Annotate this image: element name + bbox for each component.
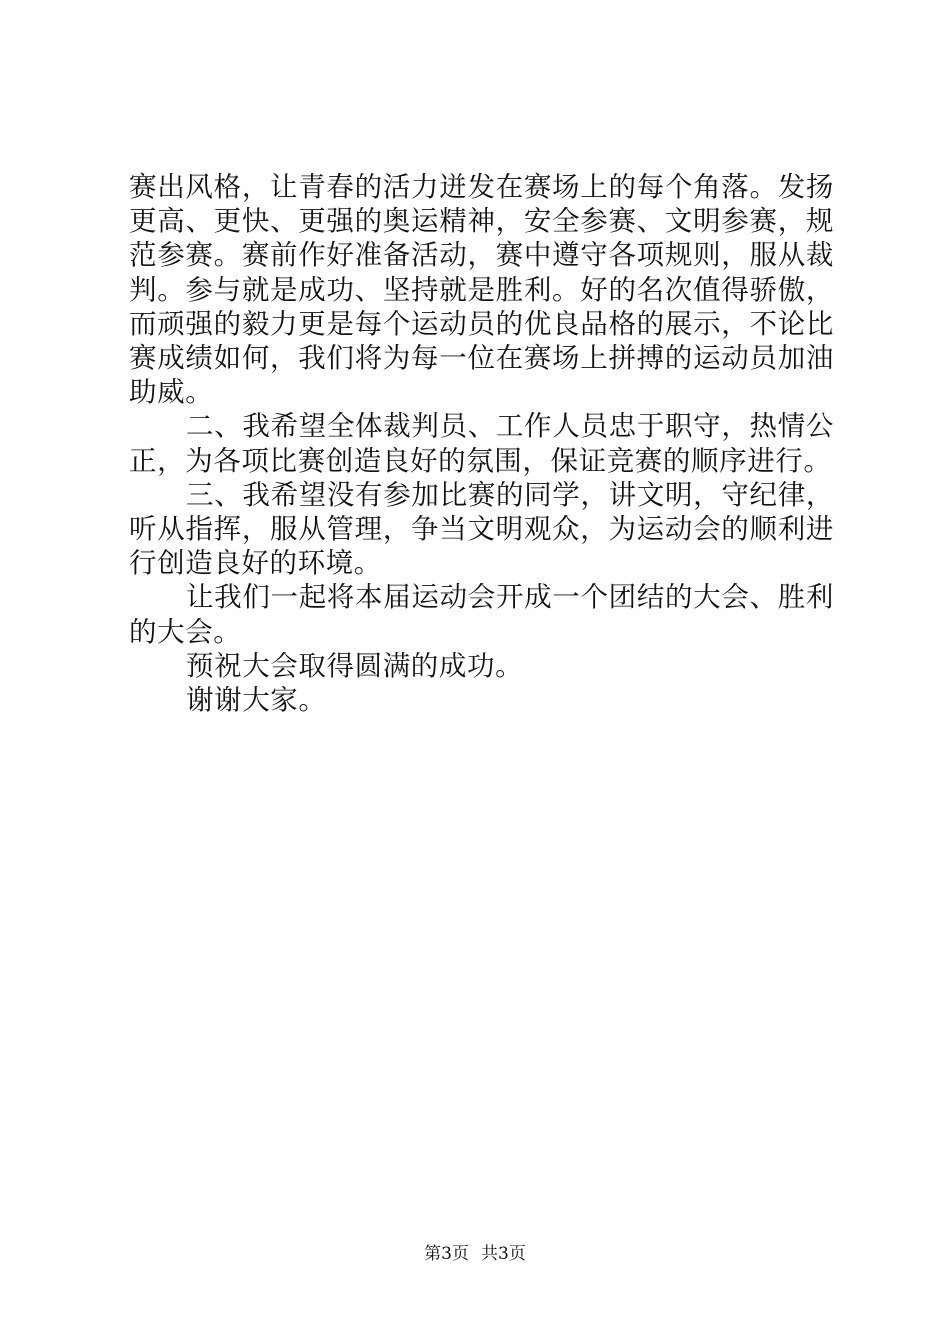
page-footer [0,1243,950,1265]
paragraph-point-two: 二、我希望全体裁判员、工作人员忠于职守，热情公正，为各项比赛创造良好的氛围，保证竞赛的顺序进行。 [129,410,834,477]
page-total: 共3页 [481,1244,526,1264]
paragraph-thanks: 谢谢大家。 [186,684,327,717]
paragraph-wish: 预祝大会取得圆满的成功。 [186,649,524,682]
paragraph-closing: 让我们一起将本届运动会开成一个团结的大会、胜利的大会。 [129,581,834,648]
document-body [129,170,834,717]
page-number: 第3页 [424,1244,469,1264]
paragraph-point-three: 三、我希望没有参加比赛的同学，讲文明，守纪律，听从指挥，服从管理，争当文明观众，为运动会的顺利进行创造良好的环境。 [129,478,834,580]
paragraph-continuation: 赛出风格，让青春的活力迸发在赛场上的每个角落。发扬更高、更快、更强的奥运精神，安全参赛、文明参赛，规范参赛。赛前作好准备活动，赛中遵守各项规则，服从裁判。参与就是成功、坚持就是胜利。好的名次值得骄傲，而顽强的毅力更是每个运动员的优良品格的展示，不论比赛成绩如何，我们将为每一位在赛场上拼搏的运动员加油助威。 [129,171,834,409]
